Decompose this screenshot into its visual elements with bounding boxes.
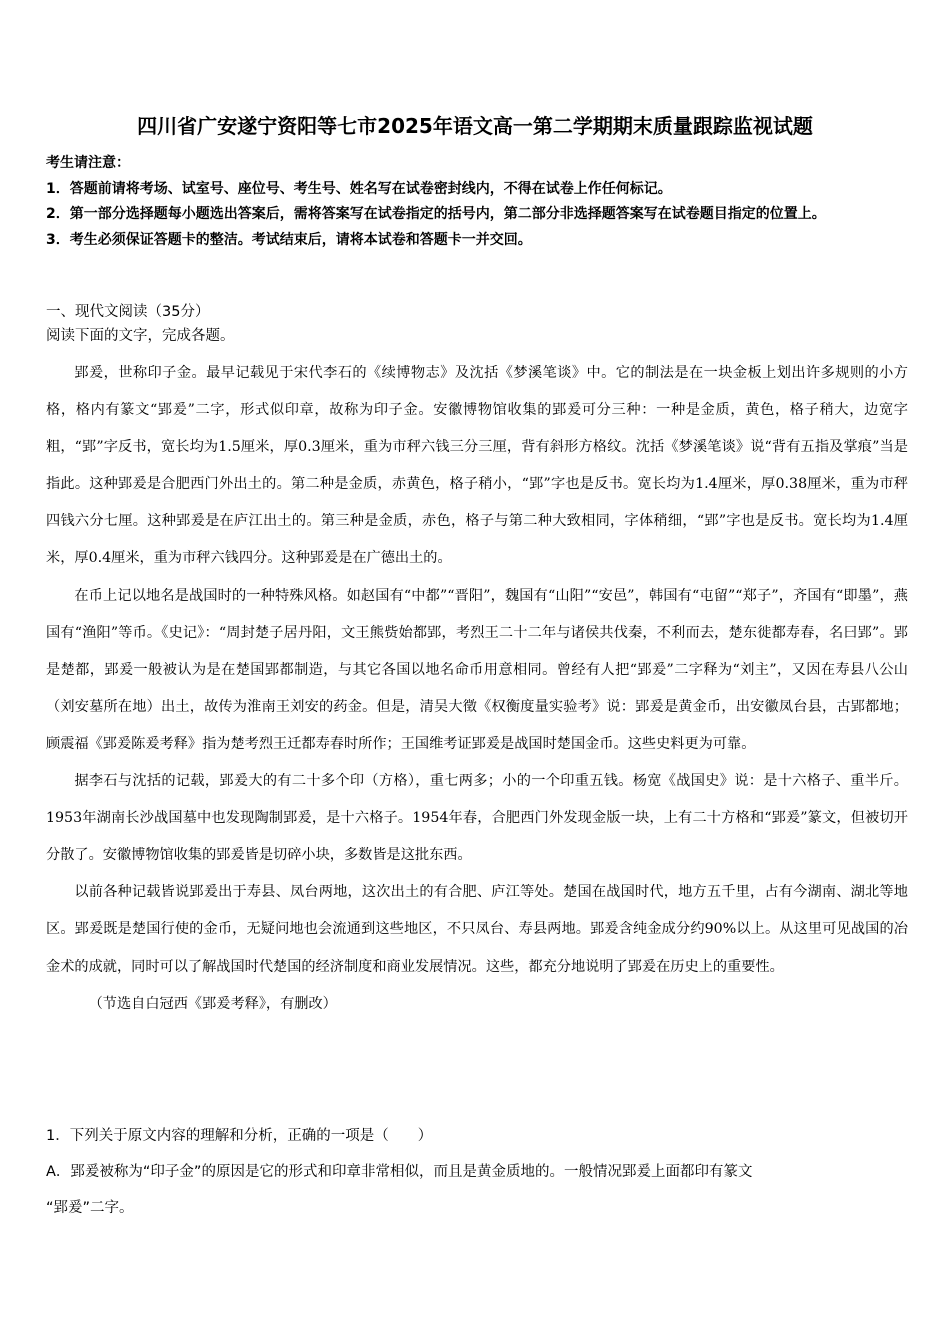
passage-paragraph-4: 以前各种记载皆说郢爰出于寿县、凤台两地，这次出土的有合肥、庐江等处。楚国在战国时代，地方五千里，占有今湖南、湖北等地区。郢爰既是楚国行使的金币，无疑问地也会流通到这些地区，不只凤台、寿县两地。郢爰含纯金成分约90%以上。从这里可见战国的冶金术的成就，同时可以了解战国时代楚国的经济制度和商业发展情况。这些，都充分地说明了郢爰在历史上的重要性。 bbox=[46, 884, 908, 975]
notice-item-1: 1．答题前请将考场、试室号、座位号、考生号、姓名写在试卷密封线内，不得在试卷上作任何标记。 bbox=[46, 180, 672, 197]
section-heading: 一、现代文阅读（35分） bbox=[46, 304, 210, 320]
question-stem: 1．下列关于原文内容的理解和分析，正确的一项是（ ） bbox=[46, 1128, 433, 1144]
passage-paragraph-3: 据李石与沈括的记载，郢爰大的有二十多个印（方格），重七两多；小的一个印重五钱。杨宽《战国史》说：是十六格子、重半斤。1953年湖南长沙战国墓中也发现陶制郢爰，是十六格子。1954年春，合肥西门外发现金版一块，上有二十方格和“郢爰”篆文，但被切开分散了。安徽博物馆收集的郢爰皆是切碎小块，多数皆是这批东西。 bbox=[46, 773, 908, 864]
option-a: A．郢爰被称为“印子金”的原因是它的形式和印章非常相似，而且是黄金质地的。一般情况郢爰上面都印有篆文 bbox=[46, 1164, 753, 1180]
passage-paragraph-2: 在币上记以地名是战国时的一种特殊风格。如赵国有“中都”“晋阳”，魏国有“山阳”“安邑”，韩国有“屯留”“郑子”，齐国有“即墨”，燕国有“渔阳”等币。《史记》：“周封楚子居丹阳，文王熊赀始都郢，考烈王二十二年与诸侯共伐秦，不利而去，楚东徙都寿春，名曰郢”。郢是楚都，郢爰一般被认为是在楚国郢都制造，与其它各国以地名命币用意相同。曾经有人把“郢爰”二字释为“刘主”，又因在寿县八公山（刘安墓所在地）出土，故传为淮南王刘安的药金。但是，清吴大徵《权衡度量实验考》说：郢爰是黄金币，出安徽凤台县，古郢都地；顾震福《郢爰陈爰考释》指为楚考烈王迁都寿春时所作；王国维考证郢爰是战国时楚国金币。这些史料更为可靠。 bbox=[46, 587, 908, 752]
notice-item-2: 2．第一部分选择题每小题选出答案后，需将答案写在试卷指定的括号内，第二部分非选择题答案写在试卷题目指定的位置上。 bbox=[46, 206, 826, 222]
reading-passage bbox=[46, 355, 908, 1023]
candidate-notice bbox=[46, 151, 906, 253]
passage-source: （节选自白冠西《郢爰考释》，有删改） bbox=[88, 995, 337, 1012]
section-instruction: 阅读下面的文字，完成各题。 bbox=[46, 328, 235, 344]
notice-heading: 考生请注意： bbox=[46, 155, 130, 171]
passage-paragraph-1: 郢爰，世称印子金。最早记载见于宋代李石的《续博物志》及沈括《梦溪笔谈》中。它的制法是在一块金板上划出许多规则的小方格，格内有篆文“郢爰”二字，形式似印章，故称为印子金。安徽博物馆收集的郢爰可分三种：一种是金质，黄色，格子稍大，边宽字粗，“郢”字反书，宽长均为1.5厘米，厚0.3厘米，重为市秤六钱三分三厘，背有斜形方格纹。沈括《梦溪笔谈》说“背有五指及掌痕”当是指此。这种郢爰是合肥西门外出土的。第二种是金质，赤黄色，格子稍小，“郢”字也是反书。宽长均为1.4厘米，厚0.38厘米，重为市秤四钱六分七厘。这种郢爰是在庐江出土的。第三种是金质，赤色，格子与第二种大致相同，字体稍细，“郢”字也是反书。宽长均为1.4厘米，厚0.4厘米，重为市秤六钱四分。这种郢爰是在广德出土的。 bbox=[46, 365, 908, 567]
notice-item-3: 3．考生必须保证答题卡的整洁。考试结束后，请将本试卷和答题卡一并交回。 bbox=[46, 231, 532, 248]
section-header bbox=[46, 300, 906, 348]
question-1 bbox=[46, 1118, 908, 1226]
page-title: 四川省广安遂宁资阳等七市2025年语文高一第二学期期末质量跟踪监视试题 bbox=[137, 114, 813, 138]
option-a-continued: “郢爰”二字。 bbox=[46, 1200, 134, 1216]
